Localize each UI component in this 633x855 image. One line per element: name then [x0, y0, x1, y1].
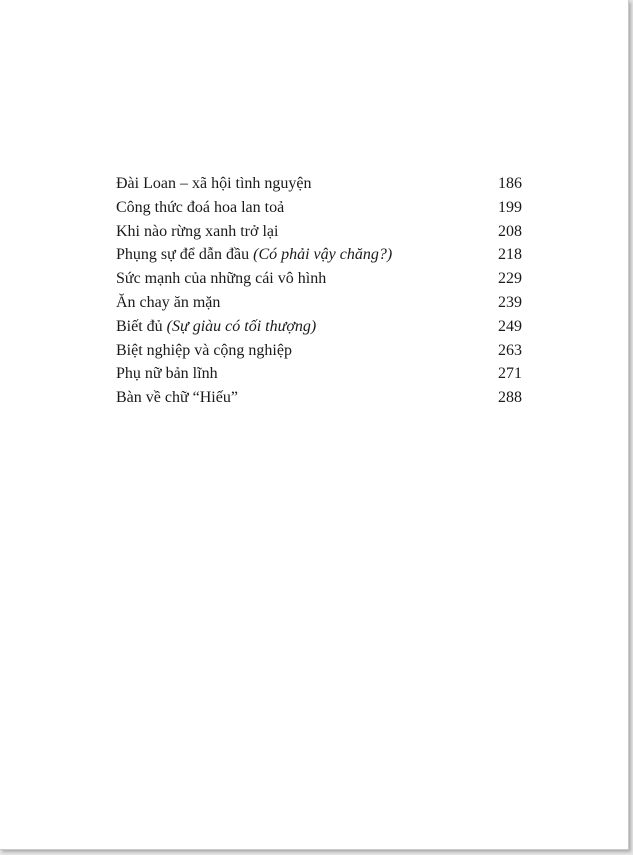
toc-entry — [116, 339, 522, 363]
toc-entry — [116, 172, 522, 196]
toc-entry — [116, 362, 522, 386]
toc-entry-title-group — [116, 315, 316, 339]
toc-entry-page: 239 — [498, 293, 522, 311]
toc-entry-title-group — [116, 291, 220, 315]
toc-entry-subtitle: (Có phải vậy chăng?) — [253, 246, 393, 264]
toc-entry — [116, 386, 522, 410]
table-of-contents — [116, 172, 522, 410]
toc-entry-page: 288 — [498, 389, 522, 407]
toc-entry-page: 218 — [498, 246, 522, 264]
toc-entry-subtitle: (Sự giàu có tối thượng) — [166, 317, 317, 335]
toc-entry-page: 199 — [498, 198, 522, 216]
toc-entry-title: Khi nào rừng xanh trở lại — [116, 222, 279, 240]
toc-entry — [116, 243, 522, 267]
toc-entry-title-group — [116, 339, 292, 363]
toc-entry — [116, 267, 522, 291]
toc-entry-title: Phụng sự để dẫn đầu — [116, 246, 250, 264]
toc-entry-page: 208 — [498, 222, 522, 240]
toc-entry-title: Ăn chay ăn mặn — [116, 293, 221, 311]
toc-entry-page: 271 — [498, 365, 522, 383]
toc-entry-title-group — [116, 220, 278, 244]
toc-entry — [116, 291, 522, 315]
toc-entry-title-group — [116, 362, 218, 386]
toc-entry-title-group — [116, 196, 284, 220]
toc-entry-page: 186 — [498, 175, 522, 192]
toc-entry — [116, 220, 522, 244]
toc-entry-title-group — [116, 243, 392, 267]
toc-entry — [116, 315, 522, 339]
toc-entry-title-group — [116, 386, 238, 410]
toc-entry-page: 263 — [498, 341, 522, 359]
toc-entry-title: Biết đủ — [116, 317, 163, 335]
toc-entry-title: Đài Loan – xã hội tình nguyện — [116, 175, 312, 192]
toc-entry-title-group — [116, 267, 326, 291]
toc-entry — [116, 196, 522, 220]
toc-entry-title: Phụ nữ bản lĩnh — [116, 365, 218, 383]
toc-entry-title: Bàn về chữ “Hiếu” — [116, 389, 238, 407]
toc-entry-title: Biệt nghiệp và cộng nghiệp — [116, 341, 292, 359]
toc-entry-title: Công thức đoá hoa lan toả — [116, 198, 285, 216]
toc-entry-page: 229 — [498, 270, 522, 288]
toc-entry-page: 249 — [498, 317, 522, 335]
toc-entry-title-group — [116, 172, 312, 196]
toc-entry-title: Sức mạnh của những cái vô hình — [116, 270, 327, 288]
